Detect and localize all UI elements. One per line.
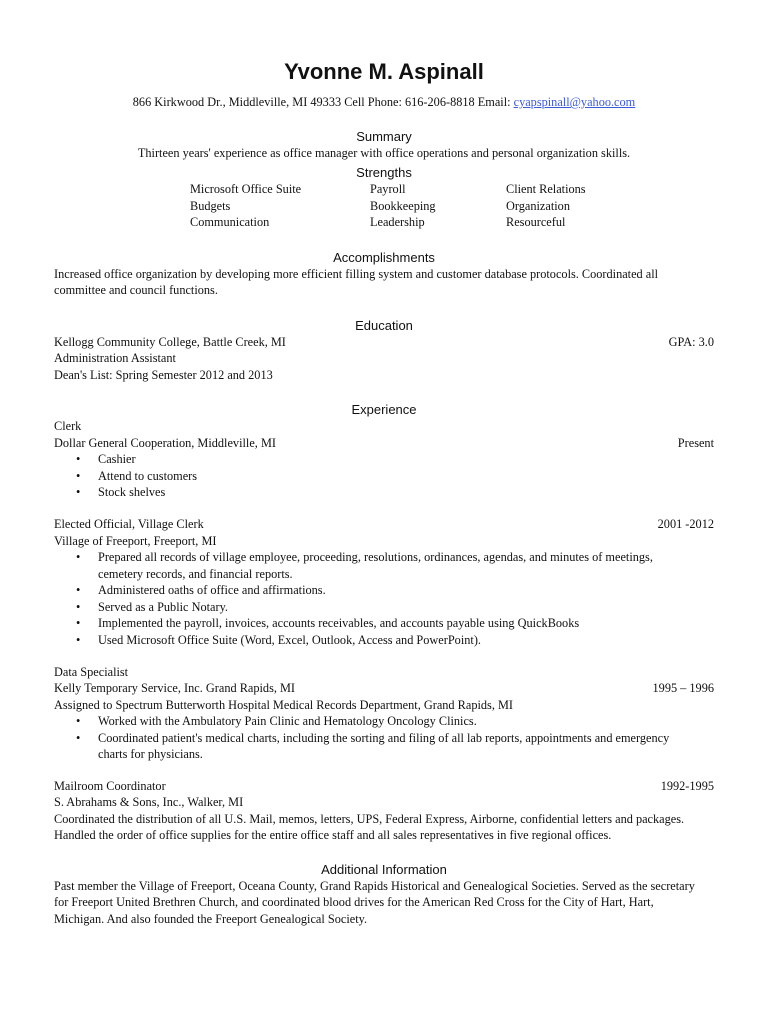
job-bullets: [54, 451, 714, 501]
job-dates: 2001 -2012: [657, 517, 714, 532]
job-bullets: [54, 549, 714, 649]
resume-name: Yvonne M. Aspinall: [284, 59, 484, 84]
bullet-item: • Implemented the payroll, invoices, accounts receivables, and accounts payable using QuickBooks: [98, 615, 714, 632]
job-dates: 1995 – 1996: [652, 681, 714, 696]
strengths-grid: [190, 181, 714, 231]
job-dates: Present: [677, 435, 714, 450]
job-title: Data Specialist: [54, 664, 129, 679]
strength-item: Resourceful: [506, 215, 566, 230]
email-link[interactable]: cyapspinall@yahoo.com: [513, 95, 636, 109]
summary-heading: Summary: [356, 129, 412, 144]
job-bullets: [54, 713, 714, 763]
contact-details: 866 Kirkwood Dr., Middleville, MI 49333 Cell Phone: 616-206-8818 Email:: [132, 95, 514, 109]
contact-line: [54, 94, 714, 110]
strength-item: Payroll: [370, 182, 406, 196]
job-title: Elected Official, Village Clerk: [54, 517, 204, 532]
bullet-item: [98, 549, 714, 582]
bullet-item: • Administered oaths of office and affirmations.: [98, 582, 714, 599]
strength-item: Budgets: [190, 198, 231, 213]
job-dates: 1992-1995: [660, 778, 714, 793]
additional-line: Michigan. And also founded the Freeport Genealogical Society.: [54, 911, 368, 926]
education-school: Kellogg Community College, Battle Creek, MI: [54, 334, 286, 349]
job-description: Handled the order of office supplies for the entire office staff and all sales representatives in five regional offices.: [54, 828, 612, 843]
bullet-text-continued: charts for physicians.: [98, 747, 203, 762]
education-heading: Education: [355, 317, 413, 333]
bullet-text-continued: cemetery records, and financial reports.: [98, 566, 293, 581]
bullet-item: • Cashier: [98, 451, 714, 468]
strengths-column-1: [190, 181, 370, 231]
bullet-item: • Served as a Public Notary.: [98, 599, 714, 616]
strengths-column-3: [506, 181, 646, 231]
bullet-text: Prepared all records of village employee, proceeding, resolutions, ordinances, agendas, and minutes of meetings,: [98, 550, 653, 565]
additional-heading: Additional Information: [321, 861, 447, 877]
job-employer-row: [54, 680, 714, 697]
job-title: Mailroom Coordinator: [54, 778, 166, 793]
bullet-item: • Used Microsoft Office Suite (Word, Excel, Outlook, Access and PowerPoint).: [98, 632, 714, 649]
job-employer: Dollar General Cooperation, Middleville, MI: [54, 435, 276, 450]
experience-heading: Experience: [351, 402, 417, 418]
accomplishments-line: Increased office organization by developing more efficient filling system and customer database protocols. Coordinated all: [54, 266, 659, 281]
job-assignment: Assigned to Spectrum Butterworth Hospital Medical Records Department, Grand Rapids, MI: [54, 697, 513, 712]
additional-line: for Freeport United Brethren Church, and coordinated blood drives for the American Red Cross for the City of Hart, Hart,: [54, 895, 654, 910]
education-school-row: [54, 334, 714, 351]
accomplishments-line: committee and council functions.: [54, 283, 218, 298]
education-honors: Dean's List: Spring Semester 2012 and 2013: [54, 367, 273, 382]
strength-item: Communication: [190, 215, 270, 230]
strength-item: Organization: [506, 198, 570, 213]
strengths-heading: Strengths: [356, 165, 412, 180]
job-title-row: [54, 778, 714, 795]
strength-item: Bookkeeping: [370, 198, 436, 213]
bullet-text: Coordinated patient's medical charts, including the sorting and filing of all lab reports, appointments and emergency: [98, 730, 670, 745]
job-employer-row: [54, 435, 714, 452]
strength-item: Microsoft Office Suite: [190, 182, 302, 196]
education-gpa: GPA: 3.0: [668, 334, 714, 349]
job-employer: Kelly Temporary Service, Inc. Grand Rapids, MI: [54, 681, 296, 696]
bullet-item: • Worked with the Ambulatory Pain Clinic and Hematology Oncology Clinics.: [98, 713, 714, 730]
summary-text: Thirteen years' experience as office manager with office operations and personal organization skills.: [137, 146, 631, 160]
strength-item: Leadership: [370, 215, 425, 230]
accomplishments-heading: Accomplishments: [333, 249, 435, 265]
job-title-row: [54, 516, 714, 533]
education-program: Administration Assistant: [54, 351, 176, 366]
job-description: Coordinated the distribution of all U.S. Mail, memos, letters, UPS, Federal Express, Airborne, confidential letters and packages.: [54, 811, 685, 826]
bullet-item: • Stock shelves: [98, 484, 714, 501]
job-employer: Village of Freeport, Freeport, MI: [54, 533, 217, 548]
bullet-item: • Attend to customers: [98, 468, 714, 485]
additional-line: Past member the Village of Freeport, Oceana County, Grand Rapids Historical and Genealogical Societies. Served as the secretary: [54, 878, 695, 893]
strength-item: Client Relations: [506, 182, 586, 196]
job-employer: S. Abrahams & Sons, Inc., Walker, MI: [54, 795, 244, 810]
strengths-column-2: [370, 181, 506, 231]
bullet-item: [98, 730, 714, 763]
job-title: Clerk: [54, 419, 82, 434]
